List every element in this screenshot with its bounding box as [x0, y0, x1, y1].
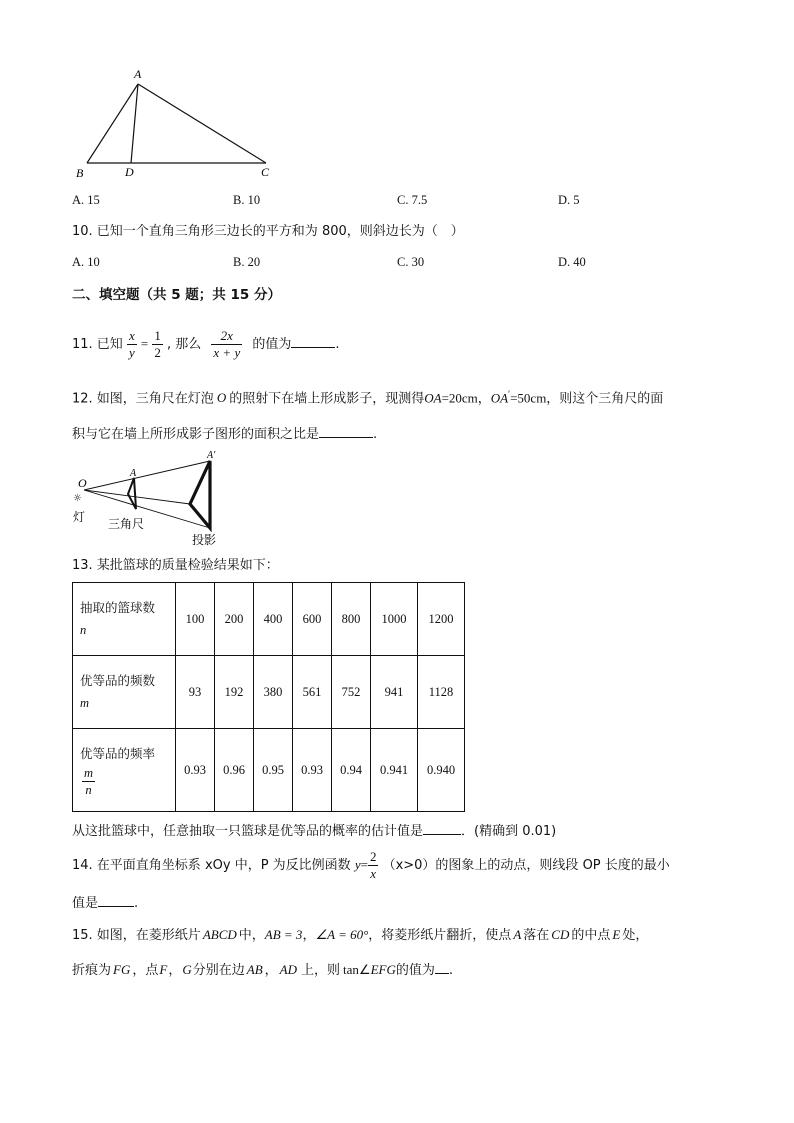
answer-blank	[291, 333, 335, 348]
answer-blank	[98, 892, 134, 907]
var-o: O	[216, 390, 227, 406]
shadow-triangle	[190, 461, 210, 528]
fraction-2x-over-x-plus-y: $\frac{2x}{x + y}$	[213, 328, 241, 360]
table-cell: 800	[332, 583, 371, 656]
label-ruler: 三角尺	[108, 517, 145, 531]
table-cell: 0.96	[215, 729, 254, 812]
label-shadow: 投影	[192, 533, 217, 547]
label-lamp: 灯	[73, 510, 86, 524]
table-cell: 941	[371, 656, 418, 729]
section-heading: 二、填空题（共 5 题；共 15 分）	[72, 287, 281, 303]
fraction-x-over-y: $\frac{x}{y}$	[128, 328, 135, 360]
table-cell: 93	[176, 656, 215, 729]
q12-text-c: 积与它在墙上所形成影子图形的面积之比是	[72, 427, 320, 442]
q14-text-c: 值是	[72, 896, 99, 911]
q12-text-a: 12. 如图，三角尺在灯泡	[72, 391, 214, 407]
label-a: A	[130, 468, 137, 479]
var-oa-prime: OA	[490, 390, 509, 406]
table-cell: 561	[293, 656, 332, 729]
q12-eq1: =20cm，	[441, 390, 491, 406]
q14-text-a: 14. 在平面直角坐标系 xOy 中，P 为反比例函数	[72, 858, 351, 873]
table-cell: 1000	[371, 583, 418, 656]
ray-to-a-prime	[84, 461, 210, 490]
question-15-line-1: 15. 如图，在菱形纸片 ABCD 中，AB = 3，∠A = 60°，将菱形纸片翻折，使点 A 落在 CD 的中点 E 处，	[72, 927, 649, 943]
row-label: 抽取的篮球数 n	[73, 583, 176, 656]
q11-prefix: 11. 已知	[72, 337, 123, 352]
label-c: C	[261, 165, 270, 179]
q11-suffix: 的值为	[252, 337, 292, 352]
q13-after-end: ．(精确到 0.01)	[461, 824, 557, 839]
row-label: 优等品的频率 $\frac{m}{n}$	[73, 729, 176, 812]
table-cell: 0.93	[293, 729, 332, 812]
table-cell: 192	[215, 656, 254, 729]
question-13-followup	[72, 820, 556, 841]
period: .	[373, 427, 378, 442]
q12-eq2: =50cm，则这个三角尺的面	[510, 390, 664, 406]
table-cell: 1128	[418, 656, 465, 729]
table-row	[73, 656, 465, 729]
q9-option-a: A. 15	[72, 193, 100, 207]
question-10: 10. 已知一个直角三角形三边长的平方和为 800，则斜边长为（ ）	[72, 224, 464, 239]
q10-option-b: B. 20	[233, 255, 261, 269]
question-14-line-2	[72, 892, 138, 913]
table-cell: 0.940	[418, 729, 465, 812]
segment-ad	[131, 84, 138, 163]
q9-option-d: D. 5	[558, 193, 580, 207]
table-row	[73, 583, 465, 656]
projection-figure-q12	[70, 448, 250, 548]
table-cell: 200	[215, 583, 254, 656]
triangle-figure-q9	[70, 62, 290, 184]
q10-option-a: A. 10	[72, 255, 100, 269]
var-oa: OA	[424, 390, 442, 406]
table-cell: 0.94	[332, 729, 371, 812]
ray-bottom	[84, 490, 210, 528]
equals-sign: =	[360, 857, 368, 872]
answer-blank	[435, 959, 449, 974]
fraction-m-over-n: $\frac{m}{n}$	[84, 765, 94, 797]
label-o: O	[78, 476, 87, 490]
label-a-prime: A′	[207, 450, 216, 461]
period: .	[134, 896, 139, 911]
question-14-line-1	[72, 845, 670, 885]
label-b: B	[76, 166, 84, 180]
question-12-line-1	[72, 385, 663, 408]
label-a: A	[134, 67, 142, 81]
ray-middle	[84, 490, 190, 504]
q14-text-b: （x>0）的图象上的动点，则线段 OP 长度的最小	[382, 858, 670, 873]
table-cell: 1200	[418, 583, 465, 656]
q10-option-c: C. 30	[397, 255, 425, 269]
q9-option-b: B. 10	[233, 193, 261, 207]
quality-table	[72, 582, 465, 812]
lamp-icon: ☼	[73, 493, 82, 504]
label-d: D	[125, 165, 134, 179]
var-y: y	[354, 857, 361, 872]
question-13: 13. 某批篮球的质量检验结果如下：	[72, 558, 279, 573]
fraction-2-over-x: $\frac{2}{x}$	[369, 849, 377, 881]
answer-blank	[423, 820, 461, 835]
q11-mid: , 那么	[167, 337, 202, 352]
table-cell: 0.95	[254, 729, 293, 812]
table-cell: 0.941	[371, 729, 418, 812]
fraction-one-half: $\frac{1}{2}$	[154, 328, 161, 360]
period: .	[335, 337, 340, 352]
table-cell: 100	[176, 583, 215, 656]
row-label: 优等品的频数 m	[73, 656, 176, 729]
equals-sign: =	[140, 336, 149, 351]
question-15-line-2: 折痕为 FG ，点F，G分别在边 AB ， AD 上，则 tan∠EFG的值为 .	[72, 959, 453, 980]
q13-after-text: 从这批篮球中，任意抽取一只篮球是优等品的概率的估计值是	[72, 824, 424, 839]
prime-mark: ′	[508, 389, 511, 399]
table-cell: 600	[293, 583, 332, 656]
question-12-line-2	[72, 423, 377, 444]
table-cell: 752	[332, 656, 371, 729]
answer-blank	[319, 423, 373, 438]
q10-option-d: D. 40	[558, 255, 586, 269]
question-11	[72, 324, 340, 364]
segment-ac	[138, 84, 266, 163]
table-row	[73, 729, 465, 812]
q12-text-b: 的照射下在墙上形成影子，现测得	[229, 391, 425, 407]
table-cell: 0.93	[176, 729, 215, 812]
q9-option-c: C. 7.5	[397, 193, 428, 207]
table-cell: 400	[254, 583, 293, 656]
segment-ab	[87, 84, 138, 163]
table-cell: 380	[254, 656, 293, 729]
